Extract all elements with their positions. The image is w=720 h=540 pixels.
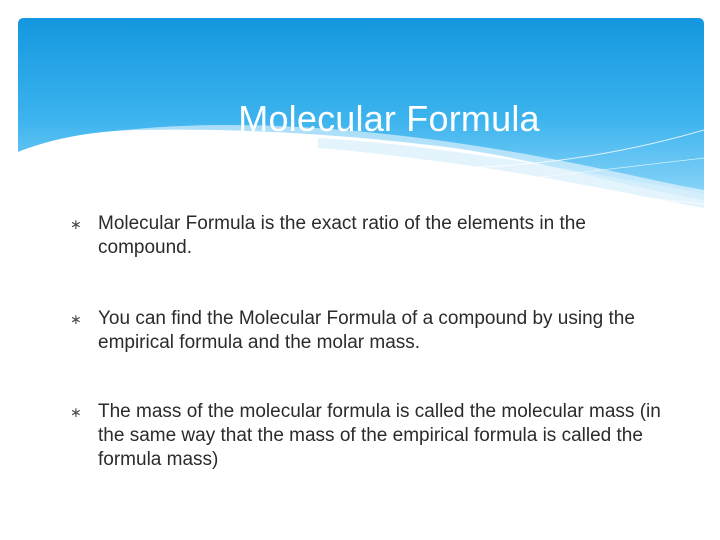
bullet-text: You can find the Molecular Formula of a compound by using the empirical formula and the molar mass. — [98, 308, 635, 353]
asterisk-bullet-icon: ∗ — [70, 404, 82, 420]
bullet-item — [68, 400, 668, 472]
slide-title: Molecular Formula — [238, 98, 540, 139]
bullet-text: Molecular Formula is the exact ratio of the elements in the compound. — [98, 213, 586, 258]
bullet-item — [68, 307, 668, 355]
bullet-list — [68, 212, 668, 519]
asterisk-bullet-icon: ∗ — [70, 311, 82, 327]
bullet-text: The mass of the molecular formula is called the molecular mass (in the same way that the mass of the empirical formula is called the formula mass) — [98, 401, 661, 470]
bullet-item — [68, 212, 668, 260]
asterisk-bullet-icon: ∗ — [70, 216, 82, 232]
